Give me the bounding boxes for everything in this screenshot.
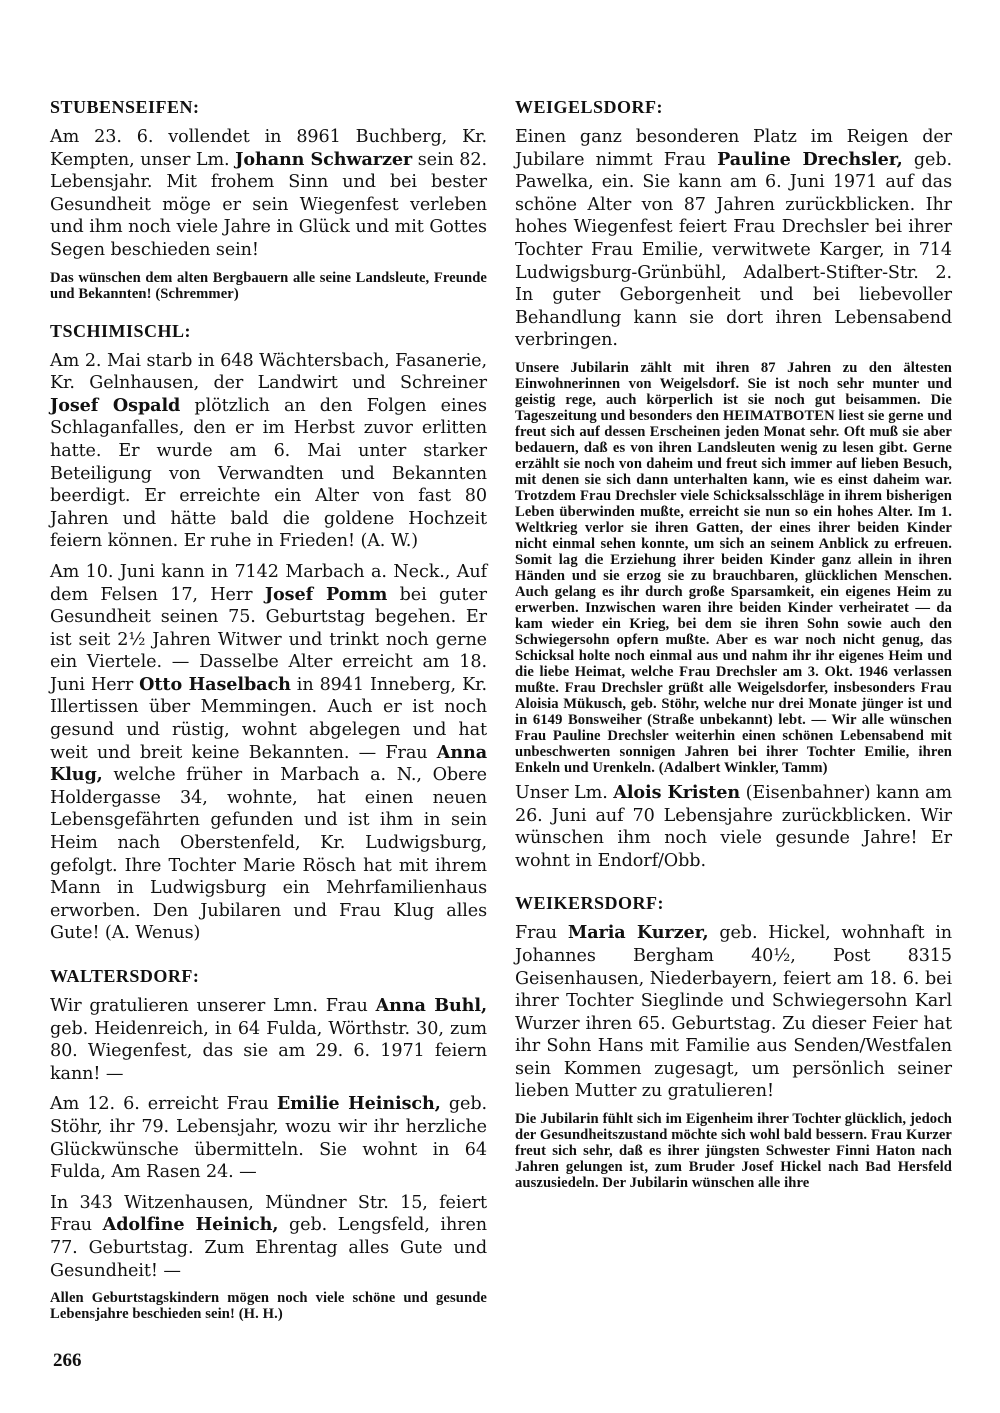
text-segment: welche früher in Marbach a. N., Obere Holdergasse 34, wohnte, hat einen neuen Lebensgefährten gefunden und ist ihm in sein Heim nach Oberstenfeld, Kr. Ludwigsburg, gefolgt. Ihre Tochter Marie Rösch hat mit ihrem Mann in Ludwigsburg ein Mehrfamilienhaus erworben. Den Jubilaren und Frau Klug alles Gute! (A. Wenus) — [50, 765, 487, 944]
person-name: Anna Klug, — [50, 741, 487, 786]
right-column — [515, 96, 952, 1197]
text-segment: Die Jubilarin fühlt sich im Eigenheim ihrer Tochter glücklich, jedoch der Gesundheitszustand möchte sich wohl bald bessern. Frau Kurzer freut sich sehr, daß es ihrer jüngsten Schwester Finni Haton nach Jahren gelungen ist, zum Bruder Josef Hickel nach Bad Hersfeld auszusiedeln. Der Jubilarin wünschen alle ihre — [515, 1111, 952, 1192]
text-segment: Am 23. 6. vollendet in 8961 Buchberg, Kr. Kempten, unser Lm. — [50, 127, 487, 170]
person-name: Johann Schwarzer — [235, 148, 413, 170]
text-segment: sein 82. Lebensjahr. Mit frohem Sinn und bei bester Gesundheit möge er sein Wiegenfest verleben und ihm noch viele Jahre in Glück und mit Gottes Segen beschieden sein! — [50, 149, 487, 260]
body-paragraph — [50, 995, 487, 1085]
section-gap — [515, 880, 952, 892]
section-gap — [50, 308, 487, 320]
text-segment: geb. Heidenreich, in 64 Fulda, Wörthstr. 30, zum 80. Wiegenfest, das sie am 29. 6. 1971 feiern kann! — — [50, 1018, 487, 1084]
text-segment: Das wünschen dem alten Bergbauern alle seine Landsleute, Freunde und Bekannten! (Schremmer) — [50, 269, 487, 302]
text-segment: in 8941 Inneberg, Kr. Illertissen über Memmingen. Auch er ist noch gesund und rüstig, wohnt abgelegen und hat weit und breit keine Bekannten. — Frau — [50, 674, 487, 763]
text-segment: Am 12. 6. erreicht Frau — [50, 1094, 277, 1115]
person-name: Emilie Heinisch, — [276, 1093, 441, 1115]
section-gap — [50, 953, 487, 965]
text-segment: bei guter Gesundheit seinen 75. Geburtstag begehen. Er ist seit 2½ Jahren Witwer und trinkt noch gerne ein Viertele. — Dasselbe Alter erreicht am 18. Juni Herr — [50, 584, 487, 695]
note-paragraph — [515, 1111, 952, 1191]
text-segment: plötzlich an den Folgen eines Schlaganfalles, den er im Herbst zuvor erlitten hatte. Er wurde am 6. Mai unter starker Beteiligung von Verwandten und Bekannten beerdigt. Er erreichte ein Alter von fast 80 Jahren und hätte bald die goldene Hochzeit feiern können. Er ruhe in Frieden! (A. W.) — [50, 395, 487, 552]
text-segment: (Eisenbahner) kann am 26. Juni auf 70 Lebensjahre zurückblicken. Wir wünschen ihm noch viele gesunde Jahre! Er wohnt in Endorf/Obb. — [515, 782, 952, 871]
note-paragraph — [50, 1290, 487, 1322]
left-column — [50, 96, 487, 1372]
person-name: Adolfine Heinich, — [102, 1214, 279, 1236]
body-paragraph — [50, 1192, 487, 1282]
body-paragraph — [50, 350, 487, 553]
text-segment: In 343 Witzenhausen, Mündner Str. 15, feiert Frau — [50, 1192, 487, 1236]
note-paragraph — [515, 360, 952, 776]
person-name: Josef Ospald — [50, 394, 181, 416]
text-segment: geb. Hickel, wohnhaft in Johannes Bergham 40½, Post 8315 Geisenhausen, Niederbayern, feiert am 18. 6. bei ihrer Tochter Sieglinde und Schwiegersohn Karl Wurzer ihren 65. Geburtstag. Zu dieser Feier hat ihr Sohn Hans mit Familie aus Senden/Westfalen sein Kommen zugesagt, um persönlich seiner lieben Mutter zu gratulieren! — [515, 923, 952, 1102]
text-segment: Unsere Jubilarin zählt mit ihren 87 Jahren zu den ältesten Einwohnerinnen von Weigelsdorf. Sie ist noch sehr munter und geistig rege, auch körperlich ist sie noch gut beisammen. Die Tageszeitung und besonders den HEIMATBOTEN liest sie gerne und freut sich auf dessen Erscheinen jeden Monat sehr. Oft muß sie aber bedauern, daß es von ihren Landsleuten wenig zu lesen gibt. Gerne erzählt sie noch von daheim und freut sich immer auf lieben Besuch, mit denen sie sich dann unterhalten kann, wie es einst daheim war. Trotzdem Frau Drechsler viele Schicksalsschläge in ihrem bisherigen Leben überwinden mußte, erreicht sie nun so ein hohes Alter. Im 1. Weltkrieg verlor sie ihren Gatten, der eines ihrer beiden Kinder nicht einmal sehen konnte, um sich an seinem Anblick zu erfreuen. Somit lag die Erziehung ihrer beiden Kinder ganz allein in ihren Händen und sie erzog sie zu brauchbaren, glücklichen Menschen. Auch gelang es ihr durch große Sparsamkeit, ein eigenes Heim zu erwerben. Inzwischen waren ihre beiden Kinder verheiratet — da kam wieder ein Krieg, bei dem sie ihren Sohn sowie auch den Schwiegersohn opfern mußte. Aber es war noch nicht genug, das Schicksal holte noch einmal aus und nahm ihr ihr eigenes Heim und die liebe Heimat, welche Frau Drechsler am 3. Okt. 1946 verlassen mußte. Frau Drechsler grüßt alle Weigelsdorfer, insbesonders Frau Aloisia Mükusch, geb. Stöhr, welche nur drei Monate jünger ist und in 6149 Bonsweiher (Straße unbekannt) lebt. — Wir alle wünschen Frau Pauline Drechsler weiterhin einen schönen Lebensabend mit unbeschwerten sonnigen Jahren bei ihrer Tochter Emilie, ihren Enkeln und Urenkeln. (Adalbert Winkler, Tamm) — [515, 359, 952, 776]
person-name: Josef Pomm — [264, 583, 388, 605]
text-segment: geb. Stöhr, ihr 79. Lebensjahr, wozu wir ihr herzliche Glückwünsche übermitteln. Sie wohnt in 64 Fulda, Am Rasen 24. — — [50, 1094, 487, 1183]
body-paragraph — [515, 922, 952, 1103]
text-segment: Frau — [515, 923, 568, 944]
section-heading: STUBENSEIFEN: — [50, 97, 200, 117]
text-segment: geb. Lengsfeld, ihren 77. Geburtstag. Zum Ehrentag alles Gute und Gesundheit! — — [50, 1215, 488, 1281]
section-heading: WEIGELSDORF: — [515, 97, 664, 117]
text-segment: Am 10. Juni kann in 7142 Marbach a. Neck., Auf dem Felsen 17, Herr — [50, 561, 487, 605]
person-name: Alois Kristen — [613, 781, 741, 803]
text-segment: Allen Geburtstagskindern mögen noch viele schöne und gesunde Lebensjahre beschieden sein! (H. H.) — [50, 1290, 487, 1323]
text-segment: Einen ganz besonderen Platz im Reigen der Jubilare nimmt Frau — [515, 127, 952, 170]
section-heading: WALTERSDORF: — [50, 966, 200, 986]
note-paragraph — [50, 270, 487, 302]
person-name: Otto Haselbach — [139, 673, 291, 695]
section-heading: WEIKERSDORF: — [515, 893, 665, 914]
body-paragraph — [515, 782, 952, 872]
text-segment: Am 2. Mai starb in 648 Wächtersbach, Fasanerie, Kr. Gelnhausen, der Landwirt und Schreiner — [50, 350, 487, 394]
body-paragraph — [50, 126, 487, 262]
text-segment: geb. Pawelka, ein. Sie kann am 6. Juni 1971 auf das schöne Alter von 87 Jahren zurückblicken. Ihr hohes Wiegenfest feiert Frau Drechsler bei ihrer Tochter Frau Emilie, verwitwete Karger, in 714 Ludwigsburg-Grünbühl, Adalbert-Stifter-Str. 2. In guter Geborgenheit und bei liebevoller Behandlung kann sie dort ihren Lebensabend verbringen. — [515, 149, 953, 351]
person-name: Pauline Drechsler, — [717, 148, 903, 170]
section-heading: TSCHIMISCHL: — [50, 320, 192, 341]
body-paragraph — [50, 1093, 487, 1183]
text-segment: Wir gratulieren unserer Lmn. Frau — [50, 996, 376, 1016]
body-paragraph — [515, 126, 952, 352]
body-paragraph — [50, 561, 487, 945]
person-name: Maria Kurzer, — [567, 922, 709, 944]
person-name: Anna Buhl, — [375, 995, 487, 1016]
text-segment: Unser Lm. — [515, 782, 614, 803]
page-number: 266 — [53, 1350, 82, 1372]
